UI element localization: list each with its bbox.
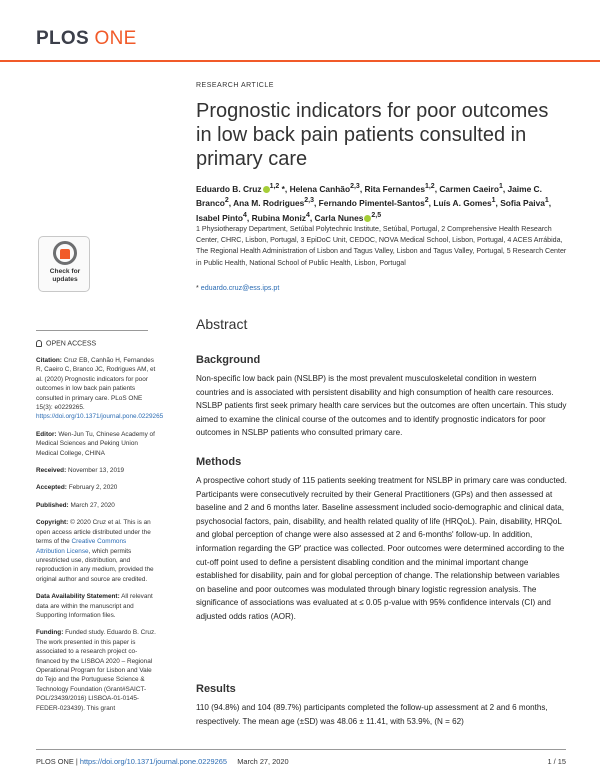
author: Eduardo B. Cruz $^{1,2}$ * (196, 183, 285, 194)
methods-heading: Methods (196, 456, 242, 468)
abstract-heading: Abstract (196, 316, 248, 332)
author-name: Carla Nunes (314, 212, 364, 223)
author (290, 184, 360, 194)
author-list: Eduardo B. Cruz $^{1,2}$ *, Helena Canhão$^{2,3}$, Rita Fernandes$^{1,2}$, Carmen Caeiro$^1$, Jaime C. Branco$^2$, Ana M. Rodrigues$^{2,3}$, Fernando Pimentel-Santos$^2$, Luís A. Gomes$^1$, Sofia Paiva$^1$, Isabel Pinto$^4$, Rubina Moniz$^4$, Carla Nunes $^{2,5}$ (196, 183, 552, 223)
affiliation-marker: 4 (306, 211, 310, 219)
author-name: Sofia Paiva (500, 198, 545, 209)
bookmark-icon (60, 249, 70, 259)
page-number: 1 / 15 (547, 757, 566, 766)
funding: Funding: Funded study. Eduardo B. Cruz. The work presented in this paper is associated to a research project co-financed by the LISBOA 2020 – Regional Operational Program for Lisbon and Vale do Tejo and the Portuguese Science & Technology Foundation (Grant#SAICT-POL/23439/2016) LISBOA-01-0145-FEDER-023439). This grant (36, 629, 156, 712)
author-name: Rita Fernandes (364, 183, 425, 194)
copyright: Copyright: © 2020 Cruz et al. This is an open access article distributed under the terms of the Creative Commons Attribution License, which permits unrestricted use, distribution, and reproduction in any medium, provided the original author and source are credited. (36, 519, 154, 583)
published-date: Published: March 27, 2020 (36, 501, 115, 509)
affiliations: 1 Physiotherapy Department, Setúbal Polytechnic Institute, Setúbal, Portugal, 2 Comprehensive Health Research Center, CHRC, Lisbon, Portugal, 3 EpiDoC Unit, CEDOC, NOVA Medical School, Lisbon, Portugal, 4 ACES Arrábida, The Regional Health Administration of Lisbon and Tagus Valley, Lisbon and Tagus Valley, Portugal, 5 Research Center in Public Health, National School of Public Health, Lisbon, Portugal (196, 225, 567, 267)
affiliation-marker: 2 (424, 197, 429, 205)
citation-doi-link[interactable]: https://doi.org/10.1371/journal.pone.0229265 (36, 413, 164, 421)
author (433, 198, 495, 208)
author (252, 213, 310, 223)
results-heading: Results (196, 683, 236, 695)
author-name: Rubina Moniz (251, 212, 306, 223)
open-lock-icon (36, 340, 42, 347)
footer-doi-link[interactable]: https://doi.org/10.1371/journal.pone.0229265 (79, 757, 227, 766)
data-availability: Data Availability Statement: All relevant data are within the manuscript and Supporting Information files. (36, 593, 153, 619)
page-footer: PLOS ONE | https://doi.org/10.1371/journal.pone.0229265 March 27, 2020 (36, 757, 289, 766)
article-type-label: RESEARCH ARTICLE (196, 82, 274, 89)
author-name: Ana M. Rodrigues (233, 198, 305, 209)
corresponding-email[interactable]: * eduardo.cruz@ess.ips.pt (196, 284, 280, 292)
background-text: Non-specific low back pain (NSLBP) is the most prevalent musculoskeletal condition in western countries and is associated with persistent disability and high consumption of health care resources. NSLBP patients first seek primary health care services but the outcomes are often uncertain. This study aimed to examine the clinical course of the outcomes and to identify prognostic indicators for poor outcomes in NSLBP patients who consulted primary care. (196, 374, 567, 438)
author-name: Jaime C. Branco (196, 183, 542, 209)
accepted-date: Accepted: February 2, 2020 (36, 484, 118, 492)
author (315, 213, 382, 223)
affiliation-marker: 1 (498, 183, 503, 190)
methods-text: A prospective cohort study of 115 patients seeking treatment for NSLBP in primary care was conducted. Participants were consecutively recruited by their General Practitioners (GPs) and then assessed at baseline and 2 and 6 months later. Baseline assessment included socio-demographic and clinical data, psychosocial factors, pain, disability, and health related quality of life (HRQoL). Pain, disability, HRQoL and global perception of change were also assessed at 2 and 6-months' follow-up. In addition, information regarding the GP' practice was collected. Poor outcomes were determined according to the cut-off point used to define a persistent disabling condition and the minimal important change established for disability, pain and for global perception of change. The relationship between variables on baseline and poor outcomes was modulated through binary logistic regression analysis. The significance of associations was evaluated at ≤ 0.05 p-value with 95% confidence intervals (CI) and adjusted odds ratios (AOR). (196, 476, 567, 621)
author-name: Carmen Caeiro (439, 183, 499, 194)
author (439, 184, 502, 194)
footer-rule (36, 749, 566, 750)
affiliation-marker: 1,2 (269, 183, 280, 190)
article-info-sidebar (36, 356, 164, 721)
sidebar-rule (36, 330, 148, 331)
affiliation-marker: 2,3 (304, 197, 315, 205)
affiliation-marker: 2 (224, 197, 229, 205)
author (500, 198, 549, 208)
affiliation-marker: 1,2 (424, 183, 435, 190)
license-link[interactable]: Creative Commons Attribution License (36, 538, 127, 555)
author-name: Helena Canhão (289, 183, 351, 194)
received-date: Received: November 13, 2019 (36, 467, 125, 475)
author-name: Isabel Pinto (196, 212, 244, 223)
editor: Editor: Wen-Jun Tu, Chinese Academy of Medical Sciences and Peking Union Medical College, CHINA (36, 430, 155, 457)
results-text: 110 (94.8%) and 104 (89.7%) participants completed the follow-up assessment at 2 and 6 months, respectively. The mean age (±SD) was 48.06 ± 11.41, with 53.9%, (N = 62) (196, 703, 548, 726)
article-title: Prognostic indicators for poor outcomes in low back pain patients consulted in primary care (196, 100, 549, 170)
orcid-icon[interactable] (263, 186, 270, 193)
affiliation-marker: 2,3 (350, 183, 360, 190)
author-name: Fernando Pimentel-Santos (318, 198, 425, 209)
affiliation-marker: 4 (243, 211, 247, 219)
author-name: Eduardo B. Cruz (196, 183, 262, 194)
background-heading: Background (196, 354, 261, 366)
open-access-label: OPEN ACCESS (36, 340, 96, 347)
affiliation-marker: 1 (544, 197, 549, 205)
citation: Citation: Cruz EB, Canhão H, Fernandes R, Caeiro C, Branco JC, Rodrigues AM, et al. (2020) Prognostic indicators for poor outcomes in low back pain patients consulted in primary care. PLoS ONE 15(3): e0229265. https://doi.org/10.1371/journal.pone.0229265 (36, 357, 164, 421)
author (364, 184, 434, 194)
affiliation-marker: 1 (491, 197, 496, 205)
header-rule (0, 60, 600, 62)
author (319, 198, 429, 208)
journal-logo: PLOS ONE (36, 28, 137, 49)
check-for-updates-badge[interactable]: Check for updates (38, 236, 90, 292)
author (196, 213, 247, 223)
author (233, 198, 314, 208)
affiliation-marker: 2,5 (371, 211, 382, 219)
author-name: Luís A. Gomes (433, 198, 492, 209)
